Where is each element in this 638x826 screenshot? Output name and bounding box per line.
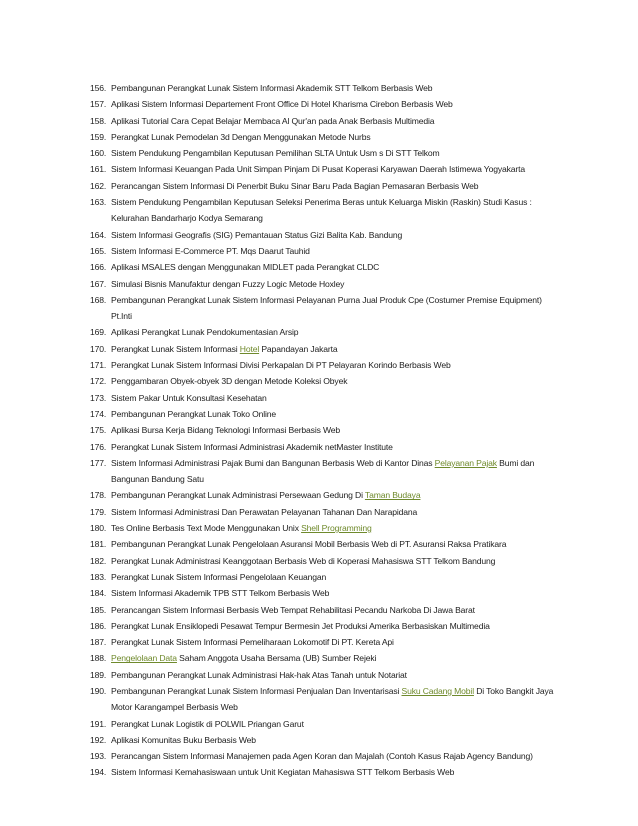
list-item-text bbox=[111, 327, 298, 337]
list-item-text bbox=[111, 605, 475, 615]
text-segment: Pembangunan Perangkat Lunak Administrasi Persewaan Gedung Di bbox=[111, 490, 365, 501]
list-item-text bbox=[111, 637, 394, 647]
list-item-number: 192. bbox=[90, 734, 107, 745]
list-item-number: 168. bbox=[90, 294, 107, 305]
list-item-text bbox=[111, 376, 347, 386]
text-segment: Perancangan Sistem Informasi Berbasis Web Tempat Rehabilitasi Pecandu Narkoba Di Jawa Barat bbox=[111, 604, 475, 615]
list-item bbox=[90, 276, 560, 292]
text-segment: Perangkat Lunak Administrasi Keanggotaan Berbasis Web di Koperasi Mahasiswa STT Telkom Bandung bbox=[111, 555, 496, 566]
text-segment: Perangkat Lunak Ensiklopedi Pesawat Tempur Bermesin Jet Produksi Amerika Berbasiskan Multimedia bbox=[111, 620, 490, 631]
list-item-text bbox=[111, 164, 525, 174]
list-item-number: 170. bbox=[90, 343, 107, 354]
list-item-number: 184. bbox=[90, 588, 107, 599]
list-item bbox=[90, 504, 560, 520]
list-item-text bbox=[111, 393, 267, 403]
text-segment: Sistem Pendukung Pengambilan Keputusan Pemilihan SLTA Untuk Usm s Di STT Telkom bbox=[111, 148, 440, 159]
list-item bbox=[90, 259, 560, 275]
list-item bbox=[90, 341, 560, 357]
list-item-number: 159. bbox=[90, 131, 107, 142]
list-item-text bbox=[111, 507, 417, 517]
list-item bbox=[90, 243, 560, 259]
text-segment: Perancangan Sistem Informasi Di Penerbit Buku Sinar Baru Pada Bagian Pemasaran Berbasis Web bbox=[111, 180, 479, 191]
list-item-number: 178. bbox=[90, 490, 107, 501]
list-item-number: 157. bbox=[90, 99, 107, 110]
text-segment: Pembangunan Perangkat Lunak Sistem Informasi Penjualan Dan Inventarisasi bbox=[111, 685, 402, 696]
list-item bbox=[90, 536, 560, 552]
list-item-number: 166. bbox=[90, 262, 107, 273]
list-item-number: 194. bbox=[90, 767, 107, 778]
list-item-number: 160. bbox=[90, 148, 107, 159]
list-item bbox=[90, 113, 560, 129]
text-segment: Perancangan Sistem Informasi Manajemen pada Agen Koran dan Majalah (Contoh Kasus Rajab Agency Bandung) bbox=[111, 751, 533, 762]
list-item-text bbox=[111, 719, 304, 729]
text-segment: Aplikasi Komunitas Buku Berbasis Web bbox=[111, 734, 256, 745]
text-segment: Sistem Pendukung Pengambilan Keputusan Seleksi Penerima Beras untuk Keluarga Miskin (Raskin) Studi Kasus : Kelurahan Bandarharjo Kodya Semarang bbox=[111, 197, 532, 224]
list-item bbox=[90, 520, 560, 536]
text-segment: Sistem Informasi Geografis (SIG) Pemantauan Status Gizi Balita Kab. Bandung bbox=[111, 229, 403, 240]
inline-link[interactable]: Pengelolaan Data bbox=[111, 653, 177, 664]
list-item-number: 174. bbox=[90, 408, 107, 419]
list-item-number: 190. bbox=[90, 685, 107, 696]
list-item-text bbox=[111, 556, 495, 566]
list-item bbox=[90, 602, 560, 618]
list-item-number: 167. bbox=[90, 278, 107, 289]
list-item-text bbox=[111, 539, 506, 549]
text-segment: Perangkat Lunak Sistem Informasi Pemeliharaan Lokomotif Di PT. Kereta Api bbox=[111, 637, 394, 648]
list-item-number: 193. bbox=[90, 751, 107, 762]
list-item-number: 165. bbox=[90, 245, 107, 256]
text-segment: Sistem Informasi Keuangan Pada Unit Simpan Pinjam Di Pusat Koperasi Karyawan Daerah Istimewa Yogyakarta bbox=[111, 164, 525, 175]
text-segment: Aplikasi Sistem Informasi Departement Front Office Di Hotel Kharisma Cirebon Berbasis Web bbox=[111, 99, 453, 110]
text-segment: Perangkat Lunak Sistem Informasi Administrasi Akademik netMaster Institute bbox=[111, 441, 393, 452]
list-item-text bbox=[111, 442, 393, 452]
list-item-number: 191. bbox=[90, 718, 107, 729]
list-item bbox=[90, 178, 560, 194]
list-item-number: 158. bbox=[90, 115, 107, 126]
list-item bbox=[90, 80, 560, 96]
list-item-text bbox=[111, 230, 402, 240]
list-item bbox=[90, 667, 560, 683]
list-item-text bbox=[111, 588, 329, 598]
list-item bbox=[90, 553, 560, 569]
text-segment: Pembangunan Perangkat Lunak Administrasi Hak-hak Atas Tanah untuk Notariat bbox=[111, 669, 407, 680]
list-item bbox=[90, 683, 560, 716]
list-item-text bbox=[111, 409, 276, 419]
list-item-text bbox=[111, 621, 490, 631]
list-item-text bbox=[111, 148, 440, 158]
list-item bbox=[90, 161, 560, 177]
list-item-number: 156. bbox=[90, 83, 107, 93]
list-item-text bbox=[111, 653, 376, 663]
text-segment: Sistem Informasi Akademik TPB STT Telkom Berbasis Web bbox=[111, 588, 330, 599]
list-item bbox=[90, 292, 560, 325]
list-item bbox=[90, 716, 560, 732]
list-item-number: 163. bbox=[90, 197, 107, 208]
list-item-text bbox=[111, 181, 478, 191]
list-item-text bbox=[111, 572, 326, 582]
text-segment: Tes Online Berbasis Text Mode Menggunakan Unix bbox=[111, 523, 302, 534]
list-item-text bbox=[111, 116, 434, 126]
list-item-text bbox=[111, 458, 534, 484]
text-segment: Perangkat Lunak Logistik di POLWIL Priangan Garut bbox=[111, 718, 304, 729]
list-item bbox=[90, 618, 560, 634]
text-segment: Pembangunan Perangkat Lunak Toko Online bbox=[111, 408, 277, 419]
list-item-number: 187. bbox=[90, 637, 107, 648]
text-segment: Perangkat Lunak Sistem Informasi bbox=[111, 343, 240, 354]
list-item bbox=[90, 748, 560, 764]
list-item bbox=[90, 585, 560, 601]
list-item bbox=[90, 764, 560, 780]
list-item bbox=[90, 145, 560, 161]
text-segment: Sistem Informasi Kemahasiswaan untuk Unit Kegiatan Mahasiswa STT Telkom Berbasis Web bbox=[111, 767, 455, 778]
list-item-number: 186. bbox=[90, 620, 107, 631]
list-item-text bbox=[111, 735, 256, 745]
list-item-text bbox=[111, 246, 310, 256]
list-item-number: 173. bbox=[90, 392, 107, 403]
text-segment: Perangkat Lunak Sistem Informasi Divisi Perkapalan Di PT Pelayaran Korindo Berbasis Web bbox=[111, 360, 451, 371]
list-item-number: 171. bbox=[90, 360, 107, 371]
list-item bbox=[90, 487, 560, 503]
list-item-text bbox=[111, 99, 453, 109]
list-item bbox=[90, 390, 560, 406]
list-item-number: 185. bbox=[90, 604, 107, 615]
text-segment: Sistem Informasi Administrasi Dan Perawatan Pelayanan Tahanan Dan Narapidana bbox=[111, 506, 418, 517]
text-segment: Perangkat Lunak Sistem Informasi Pengelolaan Keuangan bbox=[111, 571, 327, 582]
list-item bbox=[90, 406, 560, 422]
list-item-text bbox=[111, 197, 532, 223]
list-item bbox=[90, 129, 560, 145]
text-segment: Di Toko Bangkit Jaya Motor Karangampel Berbasis Web bbox=[111, 685, 554, 713]
list-item bbox=[90, 227, 560, 243]
list-item-number: 182. bbox=[90, 555, 107, 566]
list-item-number: 180. bbox=[90, 523, 107, 534]
list-item bbox=[90, 650, 560, 666]
list-item-text bbox=[111, 262, 379, 272]
list-item-text bbox=[111, 360, 451, 370]
list-item bbox=[90, 732, 560, 748]
list-item-text bbox=[111, 83, 432, 93]
text-segment: Aplikasi Perangkat Lunak Pendokumentasian Arsip bbox=[111, 327, 299, 338]
list-item-text bbox=[111, 686, 553, 712]
list-item bbox=[90, 96, 560, 112]
list-item bbox=[90, 324, 560, 340]
list-item-text bbox=[111, 523, 372, 533]
list-item bbox=[90, 634, 560, 650]
text-segment: Perangkat Lunak Pemodelan 3d Dengan Menggunakan Metode Nurbs bbox=[111, 131, 371, 142]
inline-link[interactable]: Pelayanan Pajak bbox=[434, 457, 497, 468]
list-item-text bbox=[111, 132, 371, 142]
inline-link[interactable]: Suku Cadang Mobil bbox=[401, 685, 474, 696]
list-item-text bbox=[111, 767, 454, 777]
list-item-text bbox=[111, 670, 407, 680]
list-item bbox=[90, 569, 560, 585]
list-item-number: 177. bbox=[90, 457, 107, 468]
text-segment: Pembangunan Perangkat Lunak Sistem Informasi Pelayanan Purna Jual Produk Cpe (Costumer Premise Equipment) Pt.Inti bbox=[111, 294, 542, 322]
list-item-number: 164. bbox=[90, 229, 107, 240]
list-item-number: 161. bbox=[90, 164, 107, 175]
text-segment: Pembangunan Perangkat Lunak Sistem Informasi Akademik STT Telkom Berbasis Web bbox=[111, 83, 433, 93]
thesis-title-list bbox=[90, 80, 560, 781]
list-item bbox=[90, 373, 560, 389]
list-item-number: 169. bbox=[90, 327, 107, 338]
list-item bbox=[90, 439, 560, 455]
inline-link[interactable]: Taman Budaya bbox=[364, 490, 421, 501]
list-item-number: 172. bbox=[90, 376, 107, 387]
list-item-number: 181. bbox=[90, 539, 107, 550]
text-segment: Papandayan Jakarta bbox=[259, 343, 338, 354]
list-item-number: 189. bbox=[90, 669, 107, 680]
list-item bbox=[90, 422, 560, 438]
text-segment: Aplikasi Tutorial Cara Cepat Belajar Membaca Al Qur'an pada Anak Berbasis Multimedia bbox=[111, 115, 435, 126]
list-item-number: 162. bbox=[90, 180, 107, 191]
list-item-number: 188. bbox=[90, 653, 107, 664]
list-item-text bbox=[111, 295, 542, 321]
text-segment: Sistem Informasi Administrasi Pajak Bumi dan Bangunan Berbasis Web di Kantor Dinas bbox=[111, 457, 435, 468]
text-segment: Pembangunan Perangkat Lunak Pengelolaan Asuransi Mobil Berbasis Web di PT. Asuransi Raksa Pratikara bbox=[111, 539, 507, 550]
list-item bbox=[90, 357, 560, 373]
list-item-text bbox=[111, 490, 420, 500]
text-segment: Aplikasi MSALES dengan Menggunakan MIDLET pada Perangkat CLDC bbox=[111, 262, 380, 273]
text-segment: Aplikasi Bursa Kerja Bidang Teknologi Informasi Berbasis Web bbox=[111, 425, 341, 436]
list-item-text bbox=[111, 279, 344, 289]
text-segment: Saham Anggota Usaha Bersama (UB) Sumber Rejeki bbox=[176, 653, 377, 664]
list-item-text bbox=[111, 344, 337, 354]
list-item-number: 176. bbox=[90, 441, 107, 452]
list-item bbox=[90, 455, 560, 488]
list-item-number: 183. bbox=[90, 571, 107, 582]
list-item-text bbox=[111, 425, 340, 435]
list-item-text bbox=[111, 751, 533, 761]
text-segment: Sistem Pakar Untuk Konsultasi Kesehatan bbox=[111, 392, 267, 403]
text-segment: Bumi dan Bangunan Bandung Satu bbox=[111, 457, 535, 485]
inline-link[interactable]: Shell Programming bbox=[301, 523, 372, 534]
text-segment: Sistem Informasi E-Commerce PT. Mqs Daarut Tauhid bbox=[111, 245, 310, 256]
list-item-number: 175. bbox=[90, 425, 107, 436]
list-item-number: 179. bbox=[90, 506, 107, 517]
text-segment: Simulasi Bisnis Manufaktur dengan Fuzzy Logic Metode Hoxley bbox=[111, 278, 345, 289]
text-segment: Penggambaran Obyek-obyek 3D dengan Metode Koleksi Obyek bbox=[111, 376, 348, 387]
inline-link[interactable]: Hotel bbox=[239, 343, 260, 354]
list-item bbox=[90, 194, 560, 227]
